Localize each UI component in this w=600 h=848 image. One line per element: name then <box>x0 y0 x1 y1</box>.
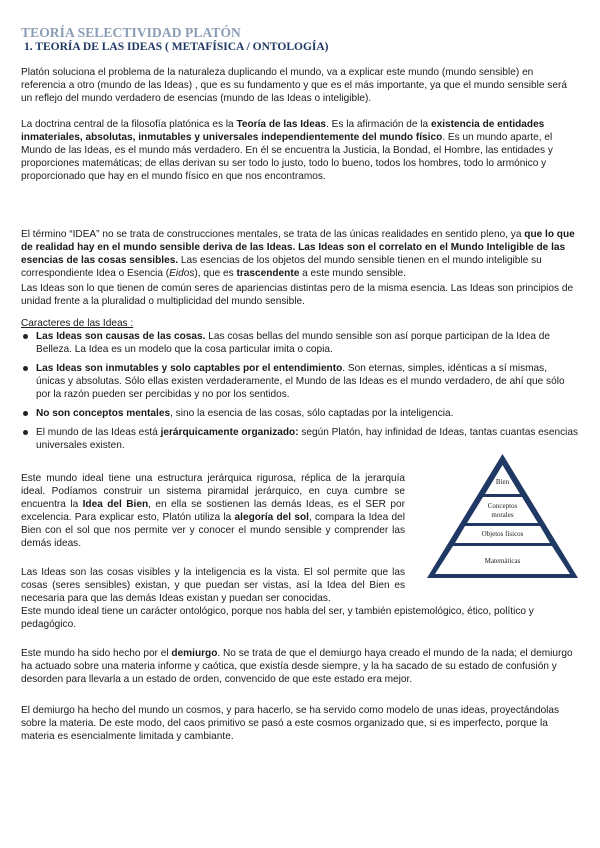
text: según Platón, hay infinidad de Ideas, tantas cuantas esencias universales existen. <box>36 427 579 451</box>
text: ), que es <box>194 268 237 279</box>
text: Este mundo ha sido hecho por el <box>21 648 172 659</box>
bold-text: Teoría de las Ideas <box>236 119 327 130</box>
bold-text: demiurgo <box>171 648 218 659</box>
italic-text: Eidos <box>169 268 195 279</box>
pyramid-label-matematicas: Matemáticas <box>484 557 521 565</box>
bold-text: Las Ideas son inmutables y solo captables por el entendimiento <box>36 363 343 374</box>
paragraph-idea-term <box>21 228 578 280</box>
paragraph-intro: Platón soluciona el problema de la naturaleza duplicando el mundo, va a explicar este mundo (mundo sensible) en referencia a otro (mundo de las Ideas) , que es su fundamento y que es el más importante, ya que el mundo sensible será un reflejo del mundo verdadero de esencias (mundo de las Ideas o inteligible). <box>21 67 567 104</box>
pyramid-label-conceptos: Conceptos morales <box>487 502 518 519</box>
text: . Es la afirmación de la <box>326 119 431 130</box>
pyramid-label-objetos: Objetos físicos <box>481 530 524 538</box>
document-title: TEORÍA SELECTIVIDAD PLATÓN <box>21 25 241 40</box>
characters-heading: Caracteres de las Ideas : <box>21 318 134 329</box>
text: a este mundo sensible. <box>299 268 406 279</box>
bold-text: No son conceptos mentales <box>36 408 171 419</box>
text: Las esencias de los objetos del mundo sensible tienen en el mundo inteligible su correspondiente Idea o Esencia ( <box>21 255 542 279</box>
paragraph-hierarchy <box>21 472 405 550</box>
text: , sino la esencia de las cosas, sólo captadas por la inteligencia. <box>170 408 454 419</box>
text: . Son eternas, simples, idénticas a sí mismas, únicas y absolutas. Sólo ellas existen verdaderamente, el Mundo de las Ideas es el mundo verdadero, de ahí que sólo por la razón pueden ser percibidas y no por los sentidos. <box>36 363 565 400</box>
list-item <box>21 426 578 452</box>
bold-text: jerárquicamente organizado: <box>160 427 299 438</box>
paragraph-ontological: Este mundo ideal tiene un carácter ontológico, porque nos habla del ser, y también epistemológico, ético, político y pedagógico. <box>21 606 534 630</box>
paragraph-doctrine <box>21 118 578 183</box>
section-heading: 1. TEORÍA DE LAS IDEAS ( METAFÍSICA / ONTOLOGÍA) <box>24 41 329 53</box>
paragraph-sun: Las Ideas son las cosas visibles y la inteligencia es la vista. El sol permite que las cosas (seres sensibles) existan, y que puedan ser vistas, así la Idea del Bien es necesaria para que las demás Ideas existan y puedan ser conocidas. <box>21 567 405 604</box>
bold-text: alegoría del sol <box>234 512 309 523</box>
bold-text: existencia de entidades inmateriales, absolutas, inmutables y universales independientemente del mundo físico <box>21 119 545 143</box>
list-item <box>21 362 578 401</box>
paragraph-unity: Las Ideas son lo que tienen de común seres de apariencias distintas pero de la misma esencia. Las Ideas son principios de unidad frente a la pluralidad o multiplicidad del mundo sensible. <box>21 283 574 307</box>
text: , compara la Idea del Bien con el sol que nos permite ver y conocer el mundo sensible y comprender las demás ideas. <box>21 512 405 549</box>
bold-text: Idea del Bien <box>82 499 149 510</box>
characters-list <box>21 330 578 458</box>
paragraph-demiurge <box>21 647 578 686</box>
text: La doctrina central de la filosofía platónica es la <box>21 119 237 130</box>
list-item <box>21 407 578 420</box>
bold-text: Las Ideas son causas de las cosas. <box>36 331 206 342</box>
text: Las cosas bellas del mundo sensible son así porque participan de la Idea de Belleza. La Idea es un modelo que la cosa particular imita o copia. <box>36 331 550 355</box>
paragraph-cosmos: El demiurgo ha hecho del mundo un cosmos, y para hacerlo, se ha servido como modelo de unas ideas, proyectándolas sobre la materia. De este modo, del caos primitivo se pasó a este cosmos organizado que, si es imperfecto, porque la materia es esencialmente limitada y cambiante. <box>21 705 560 742</box>
text: . No se trata de que el demiurgo haya creado el mundo de la nada; el demiurgo ha actuado sobre una materia informe y caótica, que existía desde siempre, y la ha sacado de su estado de confusión y desorden para llevarla a un estado de orden, convencido de que este estado era mejor. <box>21 648 573 685</box>
text: , en ella se sostienen las demás Ideas, es el SER por excelencia. Para explicar esto, Platón utiliza la <box>21 499 405 523</box>
text: El término “IDEA” no se trata de construcciones mentales, se trata de las únicas realidades en sentido pleno, ya <box>21 229 525 240</box>
pyramid-diagram <box>425 452 580 580</box>
list-item <box>21 330 578 356</box>
text: El mundo de las Ideas está <box>36 427 161 438</box>
bold-text: trascendente <box>236 268 300 279</box>
pyramid-label-bien: Bien <box>495 478 510 486</box>
text: Este mundo ideal tiene una estructura jerárquica rigurosa, réplica de la jerarquía ideal. Podíamos construir un sistema piramidal jerárquico, en cuya cumbre se encuentra la <box>21 473 405 510</box>
text: . Es un mundo aparte, el Mundo de las Ideas, es el mundo más verdadero. En él se encuentra la Justicia, la Bondad, el Hombre, las entidades y proporciones matemáticas; de ellas derivan su ser todo lo justo, todo lo bueno, todos los hombres, todo lo armónico y proporcionado que hay en el mundo físico en que nos encontramos. <box>21 132 553 182</box>
bold-text: que lo que de realidad hay en el mundo sensible deriva de las Ideas. Las Ideas son el correlato en el Mundo Inteligible de las esencias de las cosas sensibles. <box>21 229 575 266</box>
